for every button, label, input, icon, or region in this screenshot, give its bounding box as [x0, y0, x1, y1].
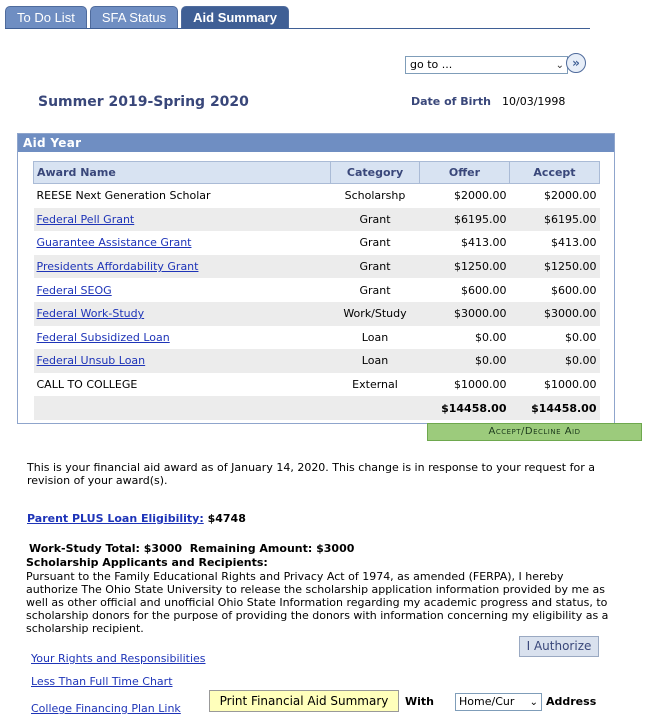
award-category: Grant	[331, 208, 420, 232]
totals-blank	[34, 396, 331, 420]
award-category: Scholarshp	[344, 189, 406, 203]
award-name-cell	[34, 208, 331, 232]
award-category: Grant	[331, 255, 420, 279]
award-category: External	[352, 378, 398, 392]
award-name-cell	[34, 255, 331, 279]
award-offer: $6195.00	[420, 208, 510, 232]
tab-to-do-list[interactable]: To Do List	[5, 6, 87, 29]
parent-plus-value: $4748	[207, 512, 246, 525]
table-row	[34, 373, 600, 397]
award-offer: $600.00	[461, 283, 507, 297]
go-arrow-icon[interactable]: »	[566, 53, 586, 73]
tab-bar	[5, 6, 289, 30]
award-accept: $413.00	[551, 236, 597, 250]
table-row	[34, 349, 600, 373]
table-row	[34, 231, 600, 255]
award-category: Work/Study	[331, 302, 420, 326]
totals-row	[34, 396, 600, 420]
goto-select-value: go to ...	[410, 58, 453, 71]
award-category: Loan	[361, 330, 389, 344]
award-name-link[interactable]: Federal Unsub Loan	[36, 354, 146, 368]
address-label: Address	[546, 695, 597, 708]
award-category: Grant	[359, 236, 391, 250]
award-offer: $0.00	[420, 349, 510, 373]
award-offer: $1000.00	[454, 378, 507, 392]
address-select[interactable]	[455, 693, 542, 711]
table-row	[34, 278, 600, 302]
award-accept: $1000.00	[544, 378, 597, 392]
award-name-link[interactable]: Guarantee Assistance Grant	[36, 236, 192, 250]
page-title: Summer 2019-Spring 2020	[38, 94, 249, 110]
parent-plus-link[interactable]: Parent PLUS Loan Eligibility:	[27, 512, 204, 525]
award-accept: $2000.00	[544, 189, 597, 203]
scholarship-heading: Scholarship Applicants and Recipients:	[26, 556, 268, 569]
award-name-cell	[34, 184, 331, 208]
with-label: With	[405, 695, 434, 708]
col-accept: Accept	[510, 162, 600, 184]
accept-decline-button[interactable]: Accept/Decline Aid	[427, 423, 642, 441]
award-offer: $413.00	[461, 236, 507, 250]
award-name-link[interactable]: Federal Work-Study	[36, 307, 145, 321]
col-award-name: Award Name	[34, 162, 331, 184]
award-offer: $1250.00	[420, 255, 510, 279]
table-row	[34, 255, 600, 279]
award-accept: $0.00	[510, 349, 600, 373]
aid-year-title: Aid Year	[18, 134, 614, 152]
award-category: Loan	[331, 349, 420, 373]
award-name-cell	[34, 278, 331, 302]
dob-label: Date of Birth	[411, 95, 491, 108]
award-name-cell	[34, 373, 331, 397]
award-name-cell	[34, 326, 331, 350]
award-name-cell	[34, 349, 331, 373]
authorize-button[interactable]: I Authorize	[519, 636, 599, 657]
award-name-link[interactable]: Presidents Affordability Grant	[36, 260, 199, 274]
award-category: Grant	[359, 283, 391, 297]
award-name: CALL TO COLLEGE	[36, 378, 138, 392]
award-offer: $3000.00	[420, 302, 510, 326]
table-row	[34, 302, 600, 326]
parent-plus-line	[27, 512, 246, 525]
dob-value: 10/03/1998	[502, 95, 566, 108]
table-row	[34, 326, 600, 350]
work-study-line: Work-Study Total: $3000 Remaining Amount: $3000	[29, 542, 355, 555]
awards-table	[33, 161, 600, 420]
chevron-down-icon: ⌄	[555, 60, 564, 71]
award-name-link[interactable]: Federal SEOG	[36, 283, 112, 297]
totals-blank	[331, 396, 420, 420]
goto-select[interactable]	[405, 56, 568, 74]
table-row	[34, 208, 600, 232]
award-offer: $2000.00	[454, 189, 507, 203]
award-name-link[interactable]: Federal Pell Grant	[36, 212, 135, 226]
total-offer: $14458.00	[420, 396, 510, 420]
col-category: Category	[331, 162, 420, 184]
award-name-cell	[34, 231, 331, 255]
award-message: This is your financial aid award as of January 14, 2020. This change is in response to your request for a revision of your award(s).	[27, 461, 595, 487]
award-name-cell	[34, 302, 331, 326]
chevron-down-icon: ⌄	[529, 697, 538, 708]
print-summary-button[interactable]: Print Financial Aid Summary	[209, 690, 399, 712]
total-accept: $14458.00	[510, 396, 600, 420]
award-accept: $0.00	[565, 330, 597, 344]
col-offer: Offer	[420, 162, 510, 184]
award-accept: $3000.00	[510, 302, 600, 326]
award-accept: $6195.00	[510, 208, 600, 232]
tab-underline	[5, 28, 590, 29]
tab-aid-summary[interactable]: Aid Summary	[181, 6, 289, 29]
table-row	[34, 184, 600, 208]
award-accept: $600.00	[551, 283, 597, 297]
award-name: REESE Next Generation Scholar	[36, 189, 211, 203]
award-accept: $1250.00	[510, 255, 600, 279]
college-financing-link[interactable]: College Financing Plan Link	[31, 702, 181, 715]
rights-link[interactable]: Your Rights and Responsibilities	[31, 652, 206, 665]
aid-year-panel	[17, 133, 615, 424]
less-than-full-time-link[interactable]: Less Than Full Time Chart	[31, 675, 173, 688]
address-select-value: Home/Cur	[459, 695, 515, 708]
award-name-link[interactable]: Federal Subsidized Loan	[36, 330, 170, 344]
tab-sfa-status[interactable]: SFA Status	[90, 6, 178, 29]
award-offer: $0.00	[475, 330, 507, 344]
ferpa-text: Pursuant to the Family Educational Rights and Privacy Act of 1974, as amended (FERPA), I hereby authorize The Ohio State University to release the scholarship application information provided by me as well as other official and unofficial Ohio State Information regarding my academic progress and status, to scholarship donors for the purpose of providing the donors with information concerning my eligibility as a scholarship recipient.	[26, 570, 609, 635]
